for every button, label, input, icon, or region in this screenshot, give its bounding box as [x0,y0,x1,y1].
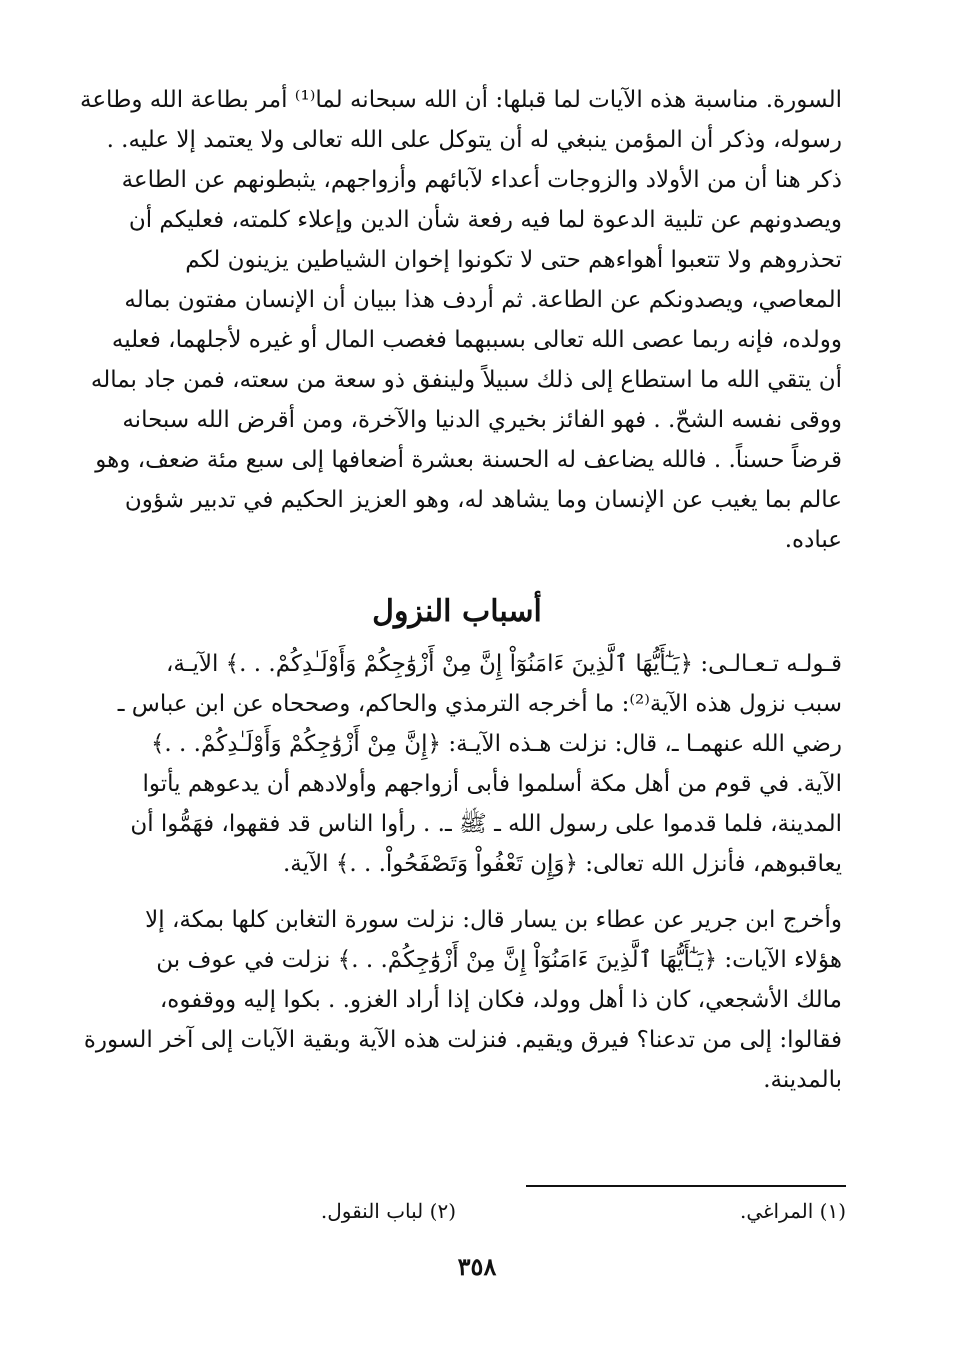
text-line: مالك الأشجعي، كان ذا أهل وولد، فكان إذا أراد الغزو. . بكوا إليه ووقفوه، [159,987,842,1013]
text-line: وولده، فإنه ربما عصى الله تعالى بسببهما فغصب المال أو غيره لأجلهما، فعليه [111,327,842,353]
text-line: ويصدونهم عن تلبية الدعوة لما فيه رفعة شأن الدين وإعلاء كلمته، فعليكم أن [128,207,842,233]
revelation-paragraph-2 [72,900,842,1100]
revelation-paragraph-1 [72,644,842,884]
intro-paragraph [72,80,842,560]
text-line: الآية. في قوم من أهل مكة أسلموا فأبى أزواجهم وأولادهم أن يدعوهم يأتوا [142,771,842,797]
text-line: عالم بما يغيب عن الإنسان وما يشاهد له، وهو العزيز الحكيم في تدبير شؤون [124,487,842,513]
text-line: أن يتقي الله ما استطاع إلى ذلك سبيلاً ولينفق ذو سعة من سعته، فمن جاد بماله [90,367,842,393]
text-line: المدينة، فلما قدموا على رسول الله ـ ﷺ ـ. . رأوا الناس قد فقهوا، فهَمُّوا أن [130,811,842,837]
text-line: تحذروهم ولا تتعبوا أهواءهم حتى لا تكونوا إخوان الشياطين يزينون لكم [185,247,842,273]
text-line: فقالوا: إلى من تدعنا؟ فيرق ويقيم. فنزلت هذه الآية وبقية الآيات إلى آخر السورة [83,1027,842,1053]
text-line: رضي الله عنهمـا ـ، قال: نزلت هـذه الآيـة: ﴿إِنَّ مِنْ أَزْوَٰجِكُمْ وَأَوْلَـٰدِكُمْ. . .﴾ [150,731,842,757]
page-number: ٣٥٨ [457,1252,497,1281]
text-line: يعاقبوهم، فأنزل الله تعالى: ﴿وَإِن تَعْفُواْ وَتَصْفَحُواْ. . .﴾ الآية. [283,851,842,877]
text-line: ذكر هنا أن من الأولاد والزوجات أعداء لآبائهم وأزواجهم، يثبطونهم عن الطاعة [121,167,842,193]
text-line: بالمدينة. [763,1067,842,1093]
text-line: عباده. [784,527,842,553]
page-body [72,80,842,1100]
text-line: هؤلاء الآيات: ﴿يَـٰٓأَيُّهَا ٱلَّذِينَ ءَامَنُوٓاْ إِنَّ مِنْ أَزْوَٰجِكُمْ. . .﴾ نزلت في عوف بن [156,947,842,973]
text-line: وأخرج ابن جرير عن عطاء بن يسار قال: نزلت سورة التغابن كلها بمكة، إلا [145,907,842,933]
text-line: قرضاً حسناً. . فالله يضاعف له الحسنة بعشرة أضعافها إلى سبع مئة ضعف، وهو [95,447,842,473]
text-line: قـولـه تـعـالـى: ﴿يَـٰٓأَيُّهَا ٱلَّذِينَ ءَامَنُوٓاْ إِنَّ مِنْ أَزْوَٰجِكُمْ وَأَوْلَـٰدِكُمْ. . .﴾ الآيـة، [165,651,842,677]
text-line: المعاصي، ويصدونكم عن الطاعة. ثم أردف هذا ببيان أن الإنسان مفتون بماله [124,287,842,313]
text-line: سبب نزول هذه الآية⁽²⁾: ما أخرجه الترمذي والحاكم، وصححاه عن ابن عباس ـ [117,691,842,717]
footnote-2: (٢) لباب النقول. [320,1199,456,1223]
footnote-1: (١) المراغي. [739,1199,846,1223]
text-line: السورة. مناسبة هذه الآيات لما قبلها: أن الله سبحانه لما⁽¹⁾ أمر بطاعة الله وطاعة [80,87,842,113]
text-line: ووقى نفسه الشحّ. . فهو الفائز بخيري الدنيا والآخرة، ومن أقرض الله سبحانه [122,407,842,433]
text-line: رسوله، وذكر أن المؤمن ينبغي له أن يتوكل على الله تعالى ولا يعتمد إلا عليه. . [106,127,842,153]
section-heading: أسباب النزول [372,594,542,629]
footnote-separator [526,1185,846,1187]
